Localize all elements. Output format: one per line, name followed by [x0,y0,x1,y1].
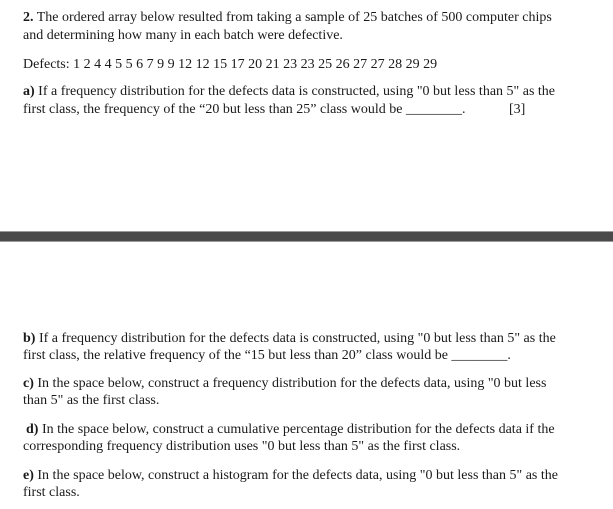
part-d-line-1 [26,421,555,439]
question-intro-line-2: and determining how many in each batch were defective. [23,28,343,43]
question-number: 2. [23,10,34,25]
part-b-text: If a frequency distribution for the defects data is constructed, using "0 but less than 5" as the [35,331,556,346]
question-intro-line-1 [23,9,552,27]
part-d-label: d) [26,422,39,437]
part-b-line-1 [23,330,556,348]
defects-data-line: Defects: 1 2 4 4 5 5 6 7 9 9 12 12 15 17 20 21 23 23 25 26 27 27 28 29 29 [23,57,438,72]
question-intro-text: The ordered array below resulted from taking a sample of 25 batches of 500 computer chips [33,10,552,25]
part-c-label: c) [23,376,34,391]
page-divider [0,231,613,242]
part-e-line-2: first class. [23,485,80,500]
part-c-line-2: than 5" as the first class. [23,393,160,408]
part-c-text: In the space below, construct a frequency distribution for the defects data, using "0 but less [33,376,547,391]
part-c-line-1 [23,375,546,393]
part-a-marks: [3] [509,102,526,117]
part-e-line-1 [23,467,558,485]
part-b-line-2: first class, the relative frequency of the “15 but less than 20” class would be ________. [23,348,511,363]
part-a-label: a) [23,84,35,99]
part-d-text: In the space below, construct a cumulative percentage distribution for the defects data if the [38,422,555,437]
part-a-line-2: first class, the frequency of the “20 but less than 25” class would be ________. [23,102,466,117]
part-d-line-2: corresponding frequency distribution uses "0 but less than 5" as the first class. [23,439,461,454]
part-a-line-1 [23,83,555,101]
part-a-text: If a frequency distribution for the defects data is constructed, using "0 but less than 5" as the [34,84,556,99]
part-e-text: In the space below, construct a histogram for the defects data, using "0 but less than 5" as the [33,468,558,483]
part-e-label: e) [23,468,34,483]
part-b-label: b) [23,331,36,346]
